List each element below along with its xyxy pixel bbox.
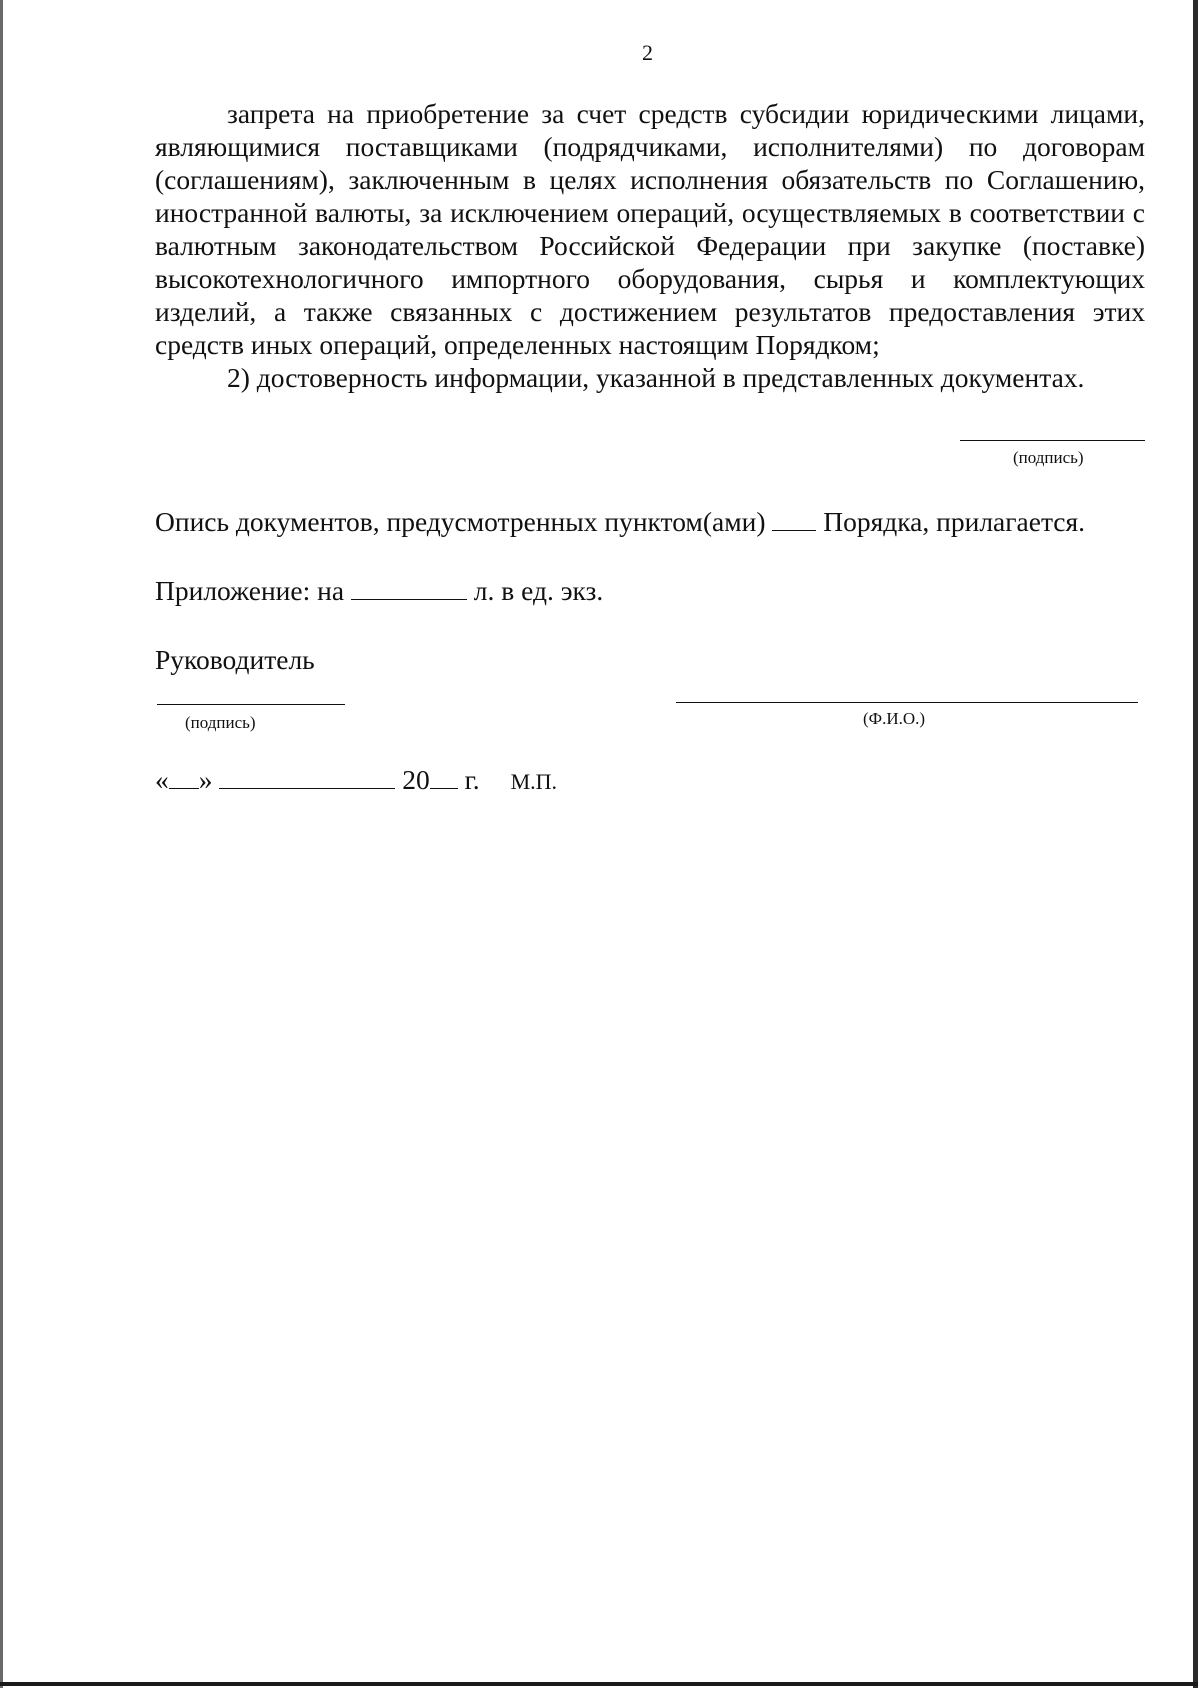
head-signature-line[interactable] <box>157 704 345 705</box>
head-label: Руководитель <box>155 644 315 675</box>
date-day-blank[interactable] <box>169 766 199 789</box>
date-year-blank[interactable] <box>430 766 458 789</box>
inventory-clause-blank[interactable] <box>772 508 816 531</box>
body-text <box>155 97 1145 394</box>
appendix-pages-blank[interactable] <box>351 577 467 600</box>
appendix-line <box>155 574 603 607</box>
date-line <box>155 763 557 798</box>
appendix-text-before: Приложение: на <box>155 575 345 606</box>
date-open-quote: « <box>155 764 169 795</box>
head-name-caption: (Ф.И.О.) <box>863 709 926 728</box>
scan-edge-left <box>0 0 3 1688</box>
appendix-text-after: л. в ед. экз. <box>473 575 604 606</box>
inventory-line <box>155 505 1085 538</box>
head-name-line[interactable] <box>676 702 1138 703</box>
date-year-prefix: 20 <box>402 764 430 795</box>
signature-line-top <box>960 440 1145 441</box>
date-year-suffix: г. <box>464 764 480 795</box>
date-month-blank[interactable] <box>219 766 395 789</box>
stamp-label: М.П. <box>510 769 558 794</box>
head-signature-caption: (подпись) <box>185 713 256 732</box>
page-number: 2 <box>642 40 653 65</box>
scan-edge-right <box>1193 0 1198 1688</box>
paragraph-currency-ban: запрета на приобретение за счет средств субсидии юридическими лицами, являющимися поставщиками (подрядчиками, исполнителями) по договорам (соглашениям), заключенным в целях исполнения обязательств по Соглашению, иностранной валюты, за исключением операций, осуществляемых в соответствии с валютным законодательством Российской Федерации при закупке (поставке) высокотехнологичного импортного оборудования, сырья и комплектующих изделий, а также связанных с достижением результатов предоставления этих средств иных операций, определенных настоящим Порядком; <box>155 98 1145 360</box>
inventory-text-after: Порядка, прилагается. <box>823 506 1086 537</box>
signature-caption-top: (подпись) <box>1013 448 1084 467</box>
scan-edge-bottom <box>0 1682 1198 1686</box>
paragraph-reliability: 2) достоверность информации, указанной в представленных документах. <box>227 362 1085 393</box>
inventory-text-before: Опись документов, предусмотренных пунктом(ами) <box>155 506 766 537</box>
date-close-quote: » <box>198 764 213 795</box>
